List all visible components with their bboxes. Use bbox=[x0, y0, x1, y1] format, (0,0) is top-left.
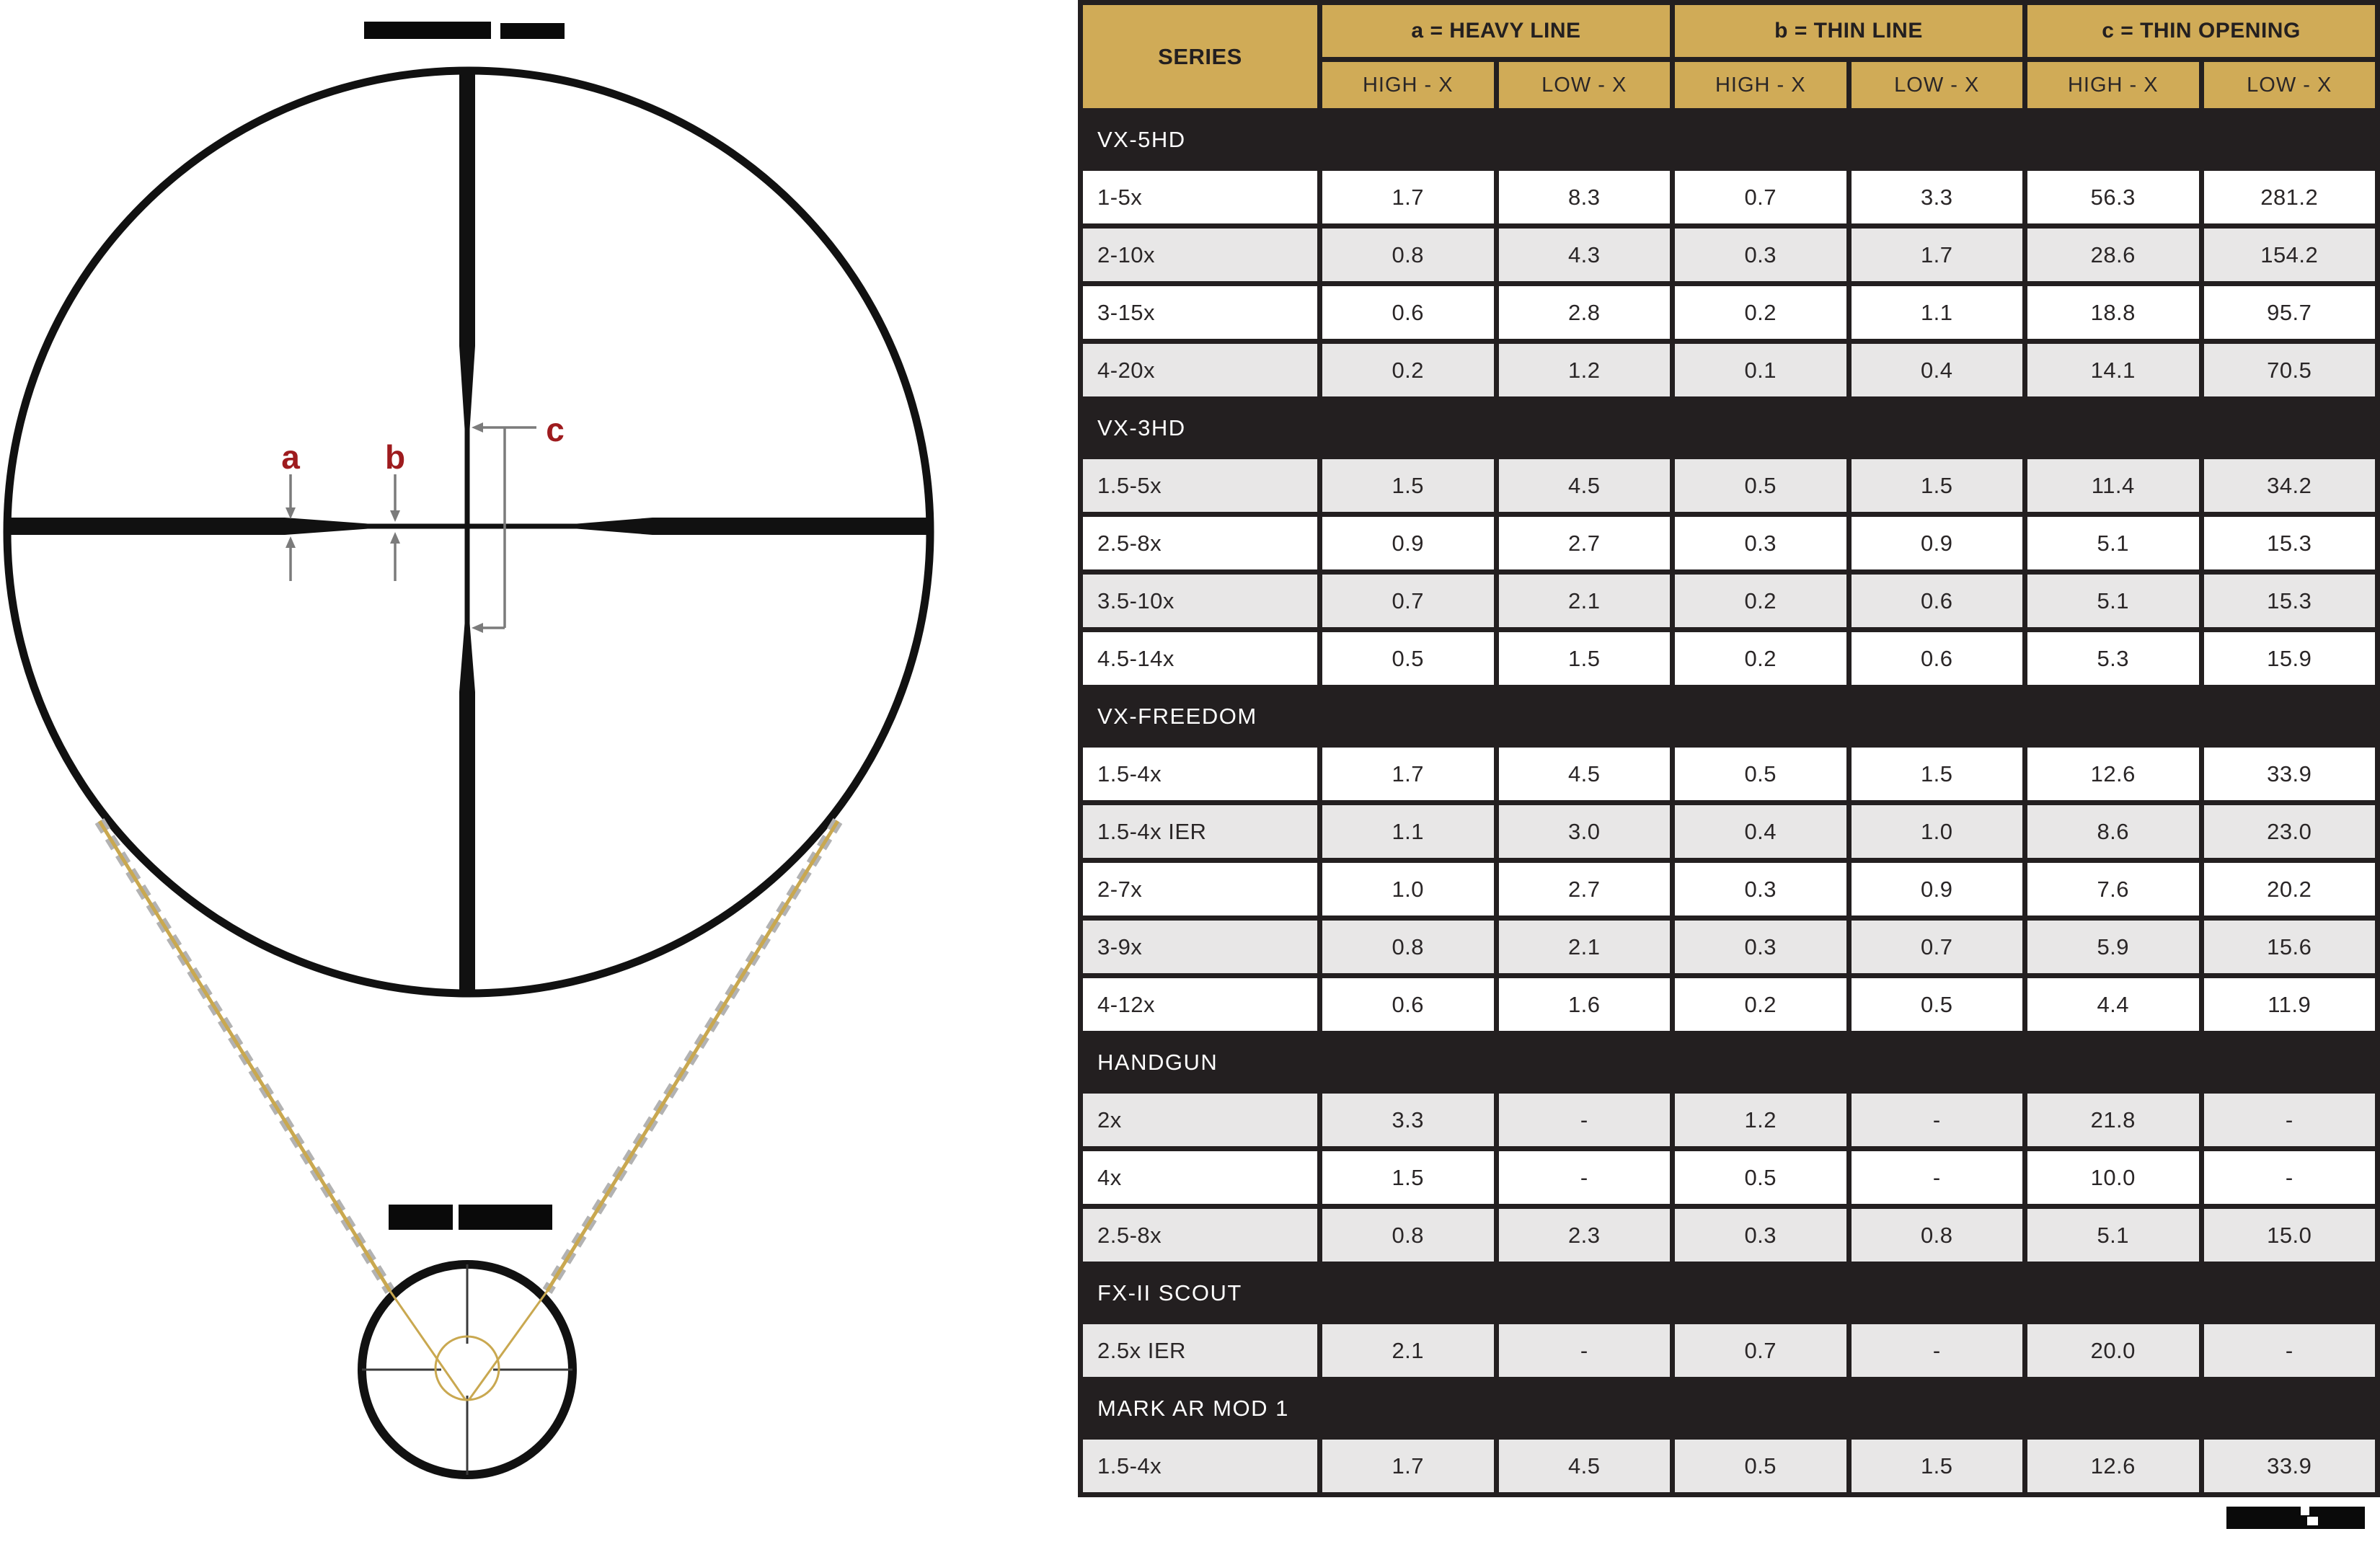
row-label-cell: 4-12x bbox=[1083, 978, 1317, 1031]
redaction-notch bbox=[2301, 1507, 2309, 1515]
value-cell: 0.9 bbox=[1322, 517, 1494, 569]
row-label-cell: 1-5x bbox=[1083, 171, 1317, 223]
value-cell: 1.2 bbox=[1675, 1094, 1846, 1146]
section-header-handgun: HANDGUN bbox=[1083, 1036, 2375, 1089]
row-label-cell: 4.5-14x bbox=[1083, 632, 1317, 685]
value-cell: 21.8 bbox=[2027, 1094, 2199, 1146]
value-cell: 4.5 bbox=[1499, 748, 1671, 800]
row-label-cell: 4-20x bbox=[1083, 344, 1317, 396]
value-cell: 1.5 bbox=[1852, 459, 2023, 512]
table-header-group-c: c = THIN OPENING bbox=[2027, 5, 2375, 57]
value-cell: 33.9 bbox=[2204, 1440, 2376, 1492]
row-label-cell: 1.5-5x bbox=[1083, 459, 1317, 512]
value-cell: 1.7 bbox=[1322, 1440, 1494, 1492]
value-cell: 4.5 bbox=[1499, 1440, 1671, 1492]
value-cell: 2.7 bbox=[1499, 863, 1671, 915]
value-cell: 15.0 bbox=[2204, 1209, 2376, 1262]
value-cell: 5.9 bbox=[2027, 921, 2199, 973]
value-cell: 28.6 bbox=[2027, 229, 2199, 281]
value-cell: 5.1 bbox=[2027, 575, 2199, 627]
value-cell: 20.2 bbox=[2204, 863, 2376, 915]
redacted-caption bbox=[389, 1205, 552, 1230]
value-cell: 0.9 bbox=[1852, 517, 2023, 569]
row-label-cell: 1.5-4x bbox=[1083, 1440, 1317, 1492]
value-cell: 95.7 bbox=[2204, 286, 2376, 339]
value-cell: 0.2 bbox=[1322, 344, 1494, 396]
value-cell: 0.6 bbox=[1852, 575, 2023, 627]
value-cell: 154.2 bbox=[2204, 229, 2376, 281]
value-cell: 7.6 bbox=[2027, 863, 2199, 915]
value-cell: 0.2 bbox=[1675, 632, 1846, 685]
value-cell: 56.3 bbox=[2027, 171, 2199, 223]
value-cell: 15.9 bbox=[2204, 632, 2376, 685]
redacted-footnote bbox=[2226, 1507, 2365, 1529]
value-cell: 0.3 bbox=[1675, 921, 1846, 973]
value-cell: 1.5 bbox=[1852, 748, 2023, 800]
value-cell: 1.1 bbox=[1322, 805, 1494, 858]
value-cell: 0.3 bbox=[1675, 863, 1846, 915]
value-cell: 5.1 bbox=[2027, 1209, 2199, 1262]
value-cell: 4.4 bbox=[2027, 978, 2199, 1031]
value-cell: 1.7 bbox=[1322, 171, 1494, 223]
value-cell: 0.5 bbox=[1675, 748, 1846, 800]
value-cell: 2.8 bbox=[1499, 286, 1671, 339]
value-cell: 0.5 bbox=[1675, 459, 1846, 512]
table-subheader: LOW - X bbox=[1852, 62, 2023, 108]
value-cell: 2.1 bbox=[1322, 1324, 1494, 1377]
value-cell: 0.3 bbox=[1675, 1209, 1846, 1262]
value-cell: 11.4 bbox=[2027, 459, 2199, 512]
value-cell: - bbox=[1499, 1151, 1671, 1204]
value-cell: 0.3 bbox=[1675, 517, 1846, 569]
row-label-cell: 3-9x bbox=[1083, 921, 1317, 973]
row-label-cell: 3.5-10x bbox=[1083, 575, 1317, 627]
section-header-mark-ar-mod-1: MARK AR MOD 1 bbox=[1083, 1382, 2375, 1435]
value-cell: 0.5 bbox=[1852, 978, 2023, 1031]
value-cell: 0.5 bbox=[1322, 632, 1494, 685]
table-header-group-b: b = THIN LINE bbox=[1675, 5, 2022, 57]
value-cell: 0.5 bbox=[1675, 1440, 1846, 1492]
row-label-cell: 1.5-4x IER bbox=[1083, 805, 1317, 858]
table-header-group-a: a = HEAVY LINE bbox=[1322, 5, 1670, 57]
value-cell: 2.7 bbox=[1499, 517, 1671, 569]
value-cell: 10.0 bbox=[2027, 1151, 2199, 1204]
value-cell: 23.0 bbox=[2204, 805, 2376, 858]
value-cell: 0.8 bbox=[1852, 1209, 2023, 1262]
value-cell: 15.3 bbox=[2204, 517, 2376, 569]
zoom-connector-left bbox=[99, 821, 390, 1291]
redaction-notch bbox=[2307, 1517, 2318, 1525]
value-cell: 0.5 bbox=[1675, 1151, 1846, 1204]
value-cell: 0.1 bbox=[1675, 344, 1846, 396]
value-cell: 0.6 bbox=[1852, 632, 2023, 685]
value-cell: 2.1 bbox=[1499, 575, 1671, 627]
value-cell: - bbox=[2204, 1094, 2376, 1146]
value-cell: 0.2 bbox=[1675, 978, 1846, 1031]
value-cell: 1.1 bbox=[1852, 286, 2023, 339]
value-cell: 5.3 bbox=[2027, 632, 2199, 685]
redacted-title bbox=[364, 22, 565, 39]
value-cell: 1.2 bbox=[1499, 344, 1671, 396]
value-cell: 0.8 bbox=[1322, 229, 1494, 281]
section-header-vx-freedom: VX-FREEDOM bbox=[1083, 690, 2375, 742]
value-cell: 2.3 bbox=[1499, 1209, 1671, 1262]
crosshair-vertical bbox=[459, 70, 475, 994]
table-subheader: HIGH - X bbox=[1675, 62, 1846, 108]
value-cell: 0.7 bbox=[1675, 1324, 1846, 1377]
value-cell: 12.6 bbox=[2027, 748, 2199, 800]
value-cell: - bbox=[2204, 1324, 2376, 1377]
subtension-table bbox=[1078, 0, 2380, 1497]
value-cell: 0.6 bbox=[1322, 286, 1494, 339]
value-cell: 11.9 bbox=[2204, 978, 2376, 1031]
value-cell: 0.7 bbox=[1852, 921, 2023, 973]
value-cell: - bbox=[1852, 1151, 2023, 1204]
table-subheader: LOW - X bbox=[1499, 62, 1671, 108]
label-c: c bbox=[546, 411, 565, 448]
row-label-cell: 2.5-8x bbox=[1083, 517, 1317, 569]
value-cell: 8.6 bbox=[2027, 805, 2199, 858]
value-cell: 12.6 bbox=[2027, 1440, 2199, 1492]
value-cell: 1.5 bbox=[1322, 1151, 1494, 1204]
value-cell: 70.5 bbox=[2204, 344, 2376, 396]
table-subheader: LOW - X bbox=[2204, 62, 2376, 108]
value-cell: 1.6 bbox=[1499, 978, 1671, 1031]
value-cell: 0.3 bbox=[1675, 229, 1846, 281]
value-cell: - bbox=[1499, 1324, 1671, 1377]
value-cell: 15.6 bbox=[2204, 921, 2376, 973]
value-cell: 18.8 bbox=[2027, 286, 2199, 339]
zoom-connector-right bbox=[547, 821, 838, 1291]
section-header-vx-3hd: VX-3HD bbox=[1083, 402, 2375, 454]
value-cell: 3.0 bbox=[1499, 805, 1671, 858]
label-a: a bbox=[281, 438, 300, 476]
value-cell: 0.8 bbox=[1322, 921, 1494, 973]
value-cell: 1.5 bbox=[1852, 1440, 2023, 1492]
reticle-diagram bbox=[0, 0, 1081, 1565]
value-cell: 0.8 bbox=[1322, 1209, 1494, 1262]
row-label-cell: 3-15x bbox=[1083, 286, 1317, 339]
value-cell: 0.2 bbox=[1675, 286, 1846, 339]
value-cell: 281.2 bbox=[2204, 171, 2376, 223]
value-cell: - bbox=[1499, 1094, 1671, 1146]
value-cell: 4.3 bbox=[1499, 229, 1671, 281]
row-label-cell: 2-7x bbox=[1083, 863, 1317, 915]
value-cell: 15.3 bbox=[2204, 575, 2376, 627]
table-header-series: SERIES bbox=[1083, 5, 1317, 108]
table-subheader: HIGH - X bbox=[2027, 62, 2199, 108]
value-cell: 1.5 bbox=[1322, 459, 1494, 512]
value-cell: 0.7 bbox=[1675, 171, 1846, 223]
row-label-cell: 2x bbox=[1083, 1094, 1317, 1146]
value-cell: 0.2 bbox=[1675, 575, 1846, 627]
row-label-cell: 2-10x bbox=[1083, 229, 1317, 281]
value-cell: 0.7 bbox=[1322, 575, 1494, 627]
value-cell: - bbox=[2204, 1151, 2376, 1204]
value-cell: 1.0 bbox=[1852, 805, 2023, 858]
value-cell: 0.6 bbox=[1322, 978, 1494, 1031]
value-cell: 4.5 bbox=[1499, 459, 1671, 512]
value-cell: 0.9 bbox=[1852, 863, 2023, 915]
table-subheader: HIGH - X bbox=[1322, 62, 1494, 108]
value-cell: - bbox=[1852, 1324, 2023, 1377]
value-cell: 34.2 bbox=[2204, 459, 2376, 512]
value-cell: - bbox=[1852, 1094, 2023, 1146]
section-header-fx-ii-scout: FX-II SCOUT bbox=[1083, 1267, 2375, 1319]
value-cell: 14.1 bbox=[2027, 344, 2199, 396]
value-cell: 2.1 bbox=[1499, 921, 1671, 973]
value-cell: 3.3 bbox=[1852, 171, 2023, 223]
value-cell: 8.3 bbox=[1499, 171, 1671, 223]
row-label-cell: 2.5-8x bbox=[1083, 1209, 1317, 1262]
value-cell: 0.4 bbox=[1675, 805, 1846, 858]
row-label-cell: 4x bbox=[1083, 1151, 1317, 1204]
value-cell: 1.7 bbox=[1852, 229, 2023, 281]
value-cell: 33.9 bbox=[2204, 748, 2376, 800]
value-cell: 1.5 bbox=[1499, 632, 1671, 685]
value-cell: 5.1 bbox=[2027, 517, 2199, 569]
value-cell: 1.7 bbox=[1322, 748, 1494, 800]
label-b: b bbox=[384, 438, 406, 476]
value-cell: 1.0 bbox=[1322, 863, 1494, 915]
value-cell: 20.0 bbox=[2027, 1324, 2199, 1377]
row-label-cell: 2.5x IER bbox=[1083, 1324, 1317, 1377]
section-header-vx-5hd: VX-5HD bbox=[1083, 113, 2375, 166]
value-cell: 0.4 bbox=[1852, 344, 2023, 396]
value-cell: 3.3 bbox=[1322, 1094, 1494, 1146]
row-label-cell: 1.5-4x bbox=[1083, 748, 1317, 800]
